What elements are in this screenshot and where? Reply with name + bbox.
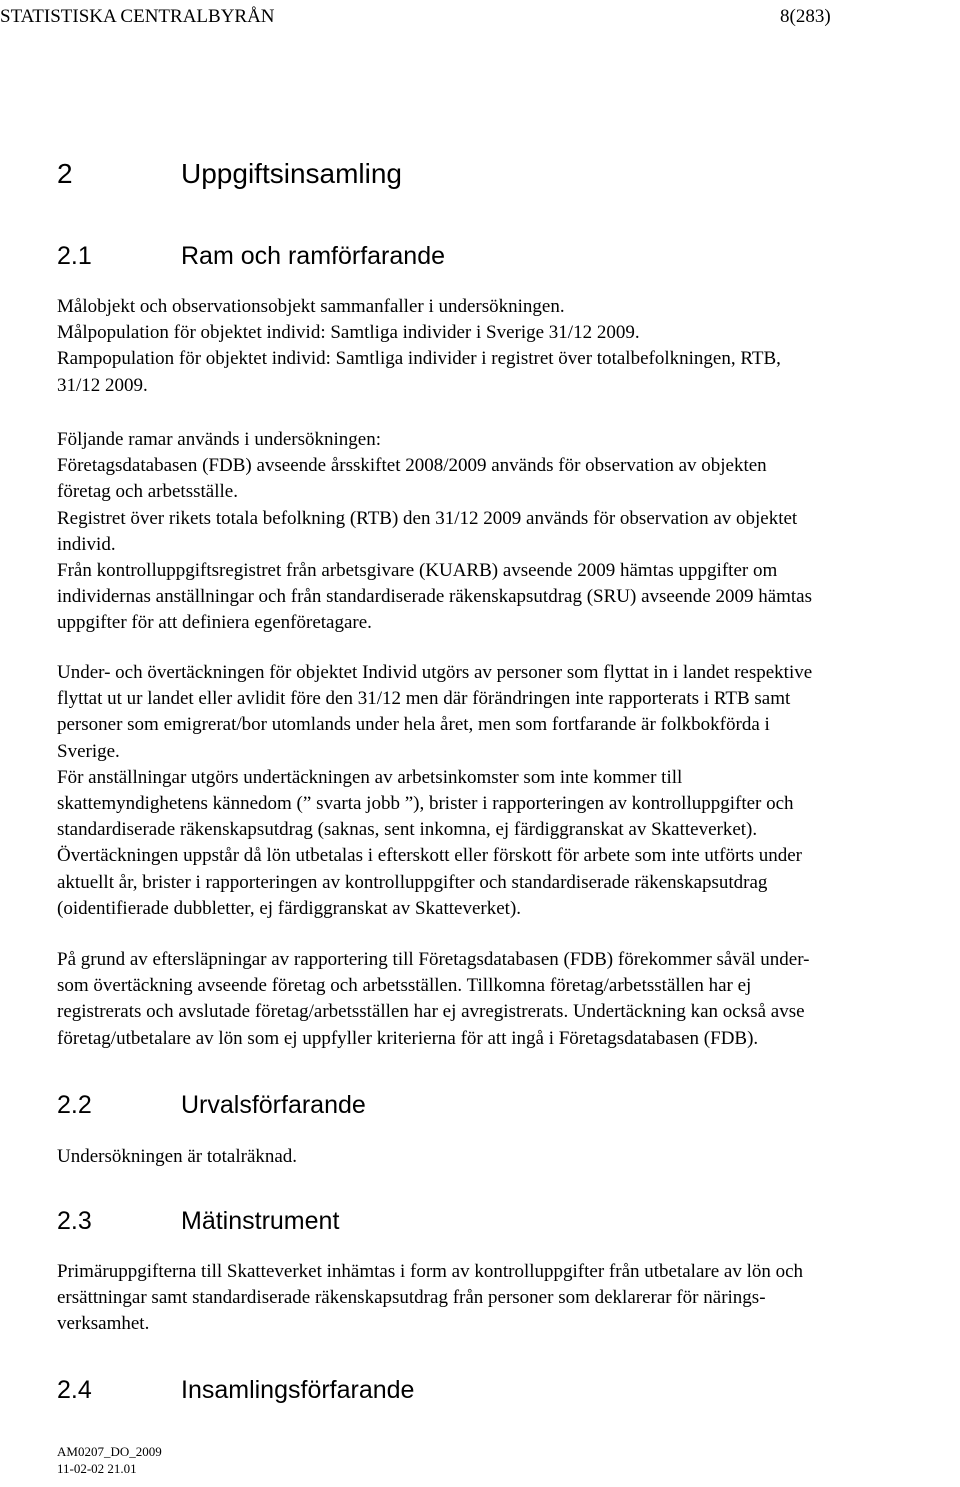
section-heading-2-3 bbox=[57, 1207, 339, 1236]
text-line: företag och arbetsställe. bbox=[57, 481, 238, 503]
organization-name: STATISTISKA CENTRALBYRÅN bbox=[0, 6, 275, 27]
text-line: Målobjekt och observationsobjekt sammanfaller i undersökningen. bbox=[57, 296, 565, 317]
text-line: standardiserade räkenskapsutdrag (saknas, sent inkomna, ej färdiggranskat av Skatteverket). bbox=[57, 819, 758, 841]
section-number: 2.3 bbox=[57, 1207, 92, 1235]
paragraph-fdb-coverage bbox=[57, 947, 957, 1052]
paragraph-sampling bbox=[57, 1144, 957, 1170]
section-title: Urvalsförfarande bbox=[181, 1091, 366, 1119]
text-line: personer som emigrerat/bor utomlands under hela året, men som fortfarande är folkbokförda i bbox=[57, 714, 770, 736]
section-number: 2 bbox=[57, 158, 73, 189]
page-footer bbox=[57, 1443, 162, 1477]
text-line: verksamhet. bbox=[57, 1313, 150, 1335]
text-line: På grund av eftersläpningar av rapportering till Företagsdatabasen (FDB) förekommer såväl under- bbox=[57, 949, 810, 970]
text-line: som övertäckning avseende företag och arbetsställen. Tillkomna företag/arbetsställen har ej bbox=[57, 975, 752, 997]
section-heading-2-4 bbox=[57, 1376, 414, 1405]
section-number: 2.4 bbox=[57, 1376, 92, 1404]
text-line: uppgifter för att definiera egenföretagare. bbox=[57, 612, 372, 634]
text-line: företag/utbetalare av lön som ej uppfyller kriterierna för att ingå i Företagsdatabasen (FDB). bbox=[57, 1027, 759, 1049]
text-line: För anställningar utgörs undertäckningen av arbetsinkomster som inte kommer till bbox=[57, 766, 683, 788]
section-number: 2.1 bbox=[57, 242, 92, 270]
section-title: Ram och ramförfarande bbox=[181, 242, 446, 270]
text-line: flyttat ut ur landet eller avlidit före den 31/12 men där förändringen inte rapporterats i RTB samt bbox=[57, 688, 791, 710]
text-line: ersättningar samt standardiserade räkenskapsutdrag från personer som deklarerar för närings- bbox=[57, 1287, 766, 1309]
text-line: individ. bbox=[57, 533, 116, 555]
section-title: Insamlingsförfarande bbox=[181, 1376, 415, 1404]
page-number: 8(283) bbox=[780, 6, 831, 27]
text-line: 31/12 2009. bbox=[57, 374, 148, 396]
paragraph-instrument bbox=[57, 1259, 957, 1338]
section-number: 2.2 bbox=[57, 1091, 92, 1119]
text-line: (oidentifierade dubbletter, ej färdiggranskat av Skatteverket). bbox=[57, 897, 522, 919]
section-title: Mätinstrument bbox=[181, 1207, 340, 1235]
text-line: skattemyndighetens kännedom (” svarta jobb ”), brister i rapporteringen av kontrolluppgifter och bbox=[57, 793, 794, 815]
paragraph-population bbox=[57, 294, 957, 399]
text-line: Övertäckningen uppstår då lön utbetalas i efterskott eller förskott för arbete som inte utförts under bbox=[57, 845, 802, 867]
text-line: registrerats och avslutade företag/arbetsställen har ej avregistrerats. Undertäckning kan också avse bbox=[57, 1001, 805, 1023]
section-heading-2-1 bbox=[57, 242, 445, 271]
document-timestamp: 11-02-02 21.01 bbox=[57, 1461, 137, 1476]
section-heading-2-2 bbox=[57, 1091, 366, 1120]
section-title: Uppgiftsinsamling bbox=[181, 158, 402, 189]
paragraph-coverage bbox=[57, 660, 957, 922]
text-line: Under- och övertäckningen för objektet Individ utgörs av personer som flyttat in i landet respektive bbox=[57, 662, 813, 683]
text-line: Rampopulation för objektet individ: Samtliga individer i registret över totalbefolkningen, RTB, bbox=[57, 348, 781, 370]
text-line: Primäruppgifterna till Skatteverket inhämtas i form av kontrolluppgifter från utbetalare av lön och bbox=[57, 1261, 804, 1282]
paragraph-frames bbox=[57, 427, 957, 637]
text-line: aktuellt år, brister i rapporteringen av kontrolluppgifter och standardiserade räkenskapsutdrag bbox=[57, 871, 768, 893]
document-id: AM0207_DO_2009 bbox=[57, 1444, 162, 1459]
text-line: Följande ramar används i undersökningen: bbox=[57, 429, 381, 450]
running-header bbox=[0, 6, 960, 36]
text-line: Företagsdatabasen (FDB) avseende årsskiftet 2008/2009 används för observation av objekten bbox=[57, 455, 767, 477]
text-line: individernas anställningar och från standardiserade räkenskapsutdrag (SRU) avseende 2009 hämtas bbox=[57, 586, 813, 608]
text-line: Sverige. bbox=[57, 740, 120, 762]
section-heading-2 bbox=[57, 158, 402, 190]
text-line: Från kontrolluppgiftsregistret från arbetsgivare (KUARB) avseende 2009 hämtas uppgifter om bbox=[57, 560, 778, 582]
text-line: Registret över rikets totala befolkning (RTB) den 31/12 2009 används för observation av objektet bbox=[57, 507, 798, 529]
text-line: Undersökningen är totalräknad. bbox=[57, 1146, 298, 1167]
text-line: Målpopulation för objektet individ: Samtliga individer i Sverige 31/12 2009. bbox=[57, 322, 640, 344]
